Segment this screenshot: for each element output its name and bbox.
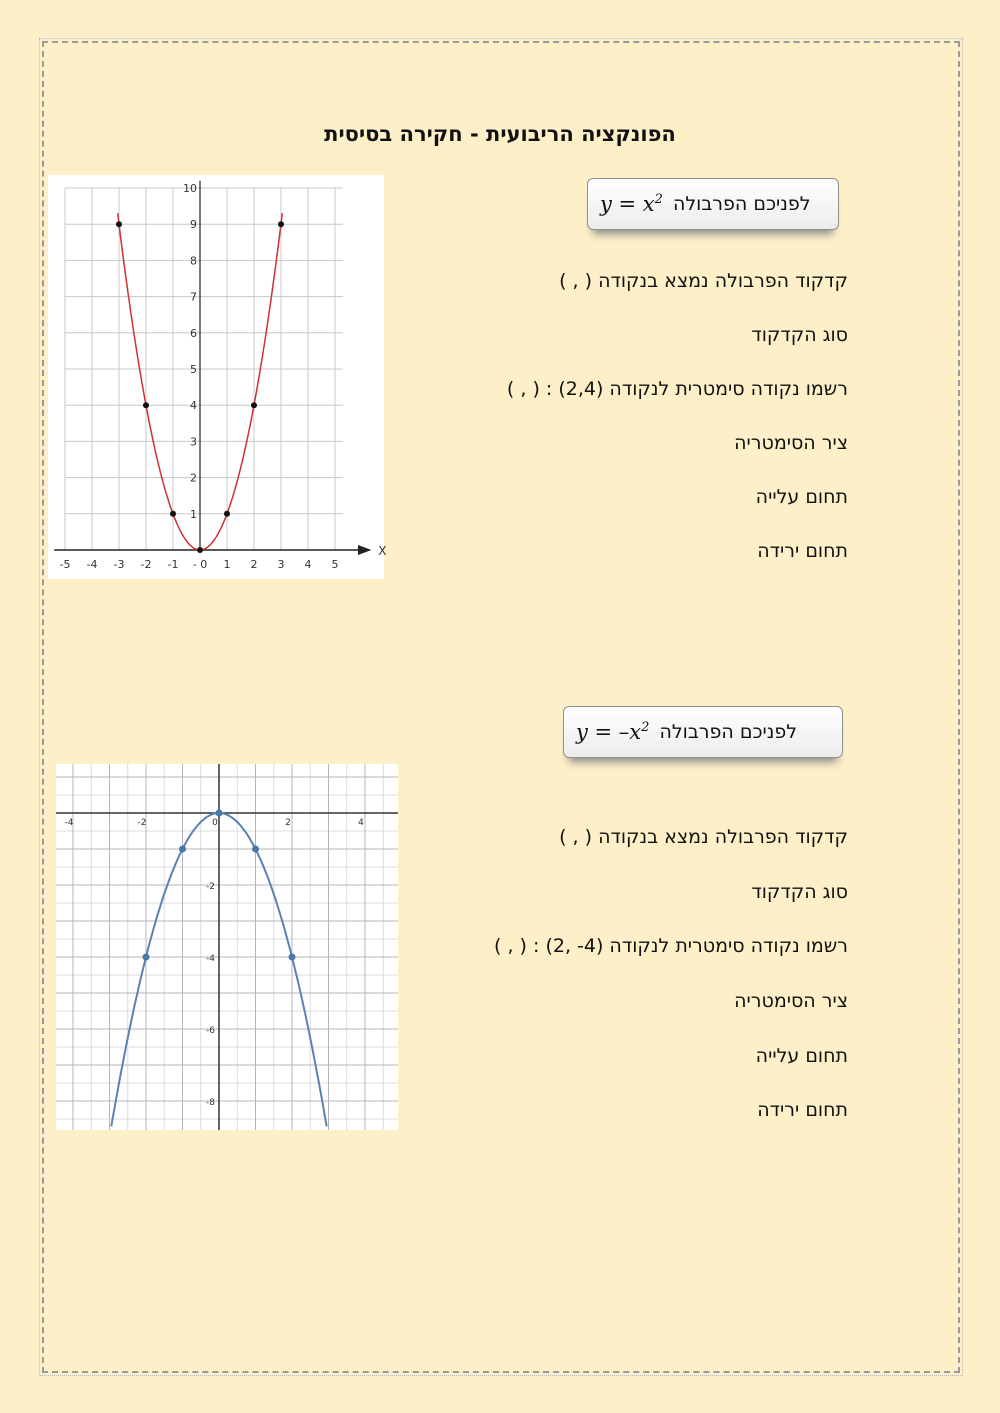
y-tick-label: 3: [190, 435, 197, 449]
data-point: [278, 221, 284, 227]
formula-box-2: [563, 706, 843, 758]
x-tick-label: 2: [285, 818, 291, 828]
formula-math: $y = x^2$: [600, 192, 663, 216]
answer-blank[interactable]: ( , ): [494, 935, 527, 957]
parabola-chart-1: [48, 175, 387, 579]
data-point: [289, 954, 296, 961]
x-tick-label: 4: [304, 558, 312, 571]
question-increase-1: תחום עלייה: [755, 486, 848, 508]
y-tick-label: 9: [190, 218, 197, 232]
y-tick-label: 1: [190, 507, 197, 521]
x-tick-label: 1: [223, 558, 231, 571]
y-tick-label: -8: [206, 1098, 215, 1108]
answer-blank[interactable]: ( , ): [559, 826, 593, 848]
data-point: [179, 846, 186, 853]
y-tick-label: 10: [183, 182, 197, 195]
x-tick-label: -2: [140, 558, 152, 571]
formula-prompt: לפניכם הפרבולה: [672, 193, 811, 215]
data-point: [251, 402, 257, 408]
y-tick-label: -2: [206, 882, 215, 892]
x-tick-label: -1: [167, 558, 179, 571]
question-axis-1: ציר הסימטריה: [734, 432, 848, 454]
x-tick-label: - 0: [192, 558, 208, 571]
question-vertex-2: קדקוד הפרבולה נמצא בנקודה ( , ): [559, 826, 848, 848]
formula-prompt: לפניכם הפרבולה: [659, 721, 798, 743]
y-tick-label: 6: [190, 326, 197, 340]
x-tick-label: -3: [113, 558, 125, 571]
data-point: [216, 810, 223, 817]
y-tick-label: 7: [190, 290, 197, 304]
question-vertex-type-2: סוג הקדקוד: [751, 881, 848, 903]
x-tick-label: -4: [64, 818, 74, 828]
answer-blank[interactable]: ( , ): [506, 378, 540, 400]
y-tick-label: 8: [190, 254, 197, 268]
x-tick-label: -2: [137, 818, 147, 828]
x-tick-label: -5: [59, 558, 71, 571]
chart-background: [48, 175, 387, 579]
x-tick-label: 0: [212, 818, 218, 828]
x-axis-label: X: [378, 544, 387, 558]
answer-blank[interactable]: ( , ): [559, 270, 593, 292]
y-tick-label: -4: [206, 954, 215, 964]
question-decrease-2: תחום ירידה: [757, 1099, 848, 1121]
data-point: [197, 547, 203, 553]
data-point: [143, 954, 150, 961]
question-axis-2: ציר הסימטריה: [734, 990, 848, 1012]
x-tick-label: -4: [86, 558, 98, 571]
formula-math: $y = -x^2$: [576, 720, 650, 744]
y-tick-label: 2: [190, 471, 197, 485]
data-point: [170, 511, 176, 517]
data-point: [116, 221, 122, 227]
data-point: [252, 846, 259, 853]
x-tick-label: 3: [277, 558, 285, 571]
page-title: הפונקציה הריבועית - חקירה בסיסית: [324, 122, 676, 146]
x-tick-label: 2: [250, 558, 258, 571]
y-tick-label: -6: [206, 1026, 215, 1036]
question-vertex-1: קדקוד הפרבולה נמצא בנקודה ( , ): [559, 270, 848, 292]
parabola-chart-2: [56, 764, 398, 1130]
question-increase-2: תחום עלייה: [755, 1045, 848, 1067]
y-tick-label: 5: [190, 363, 197, 376]
formula-box-1: [587, 178, 839, 230]
x-tick-label: 4: [358, 818, 364, 828]
question-decrease-1: תחום ירידה: [757, 540, 848, 562]
data-point: [224, 511, 230, 517]
question-symmetric-1: רשמו נקודה סימטרית לנקודה (2,4) : ( , ): [506, 378, 848, 400]
question-symmetric-2: רשמו נקודה סימטרית לנקודה (4- ,2) : ( , ): [494, 935, 848, 957]
x-tick-label: 5: [331, 558, 339, 571]
y-tick-label: 4: [190, 399, 197, 413]
data-point: [143, 402, 149, 408]
question-vertex-type-1: סוג הקדקוד: [751, 324, 848, 346]
